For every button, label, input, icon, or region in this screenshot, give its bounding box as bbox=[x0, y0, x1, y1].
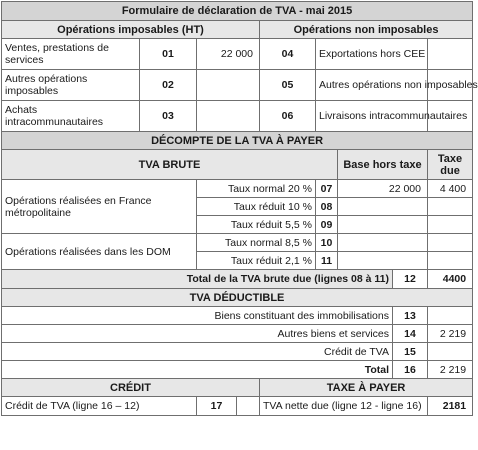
credit-value bbox=[237, 397, 260, 416]
value-01: 22 000 bbox=[197, 39, 260, 70]
taxable-operations-header: Opérations imposables (HT) bbox=[2, 21, 260, 39]
code-04: 04 bbox=[260, 39, 316, 70]
tva-nette-value: 2181 bbox=[428, 397, 473, 416]
tva-nette-label: TVA nette due (ligne 12 - ligne 16) bbox=[260, 397, 428, 416]
rate-label-07: Taux normal 20 % bbox=[197, 180, 316, 198]
deductible-label-14: Autres biens et services bbox=[2, 325, 393, 343]
code-11: 11 bbox=[316, 252, 338, 270]
code-17: 17 bbox=[197, 397, 237, 416]
rate-label-09: Taux réduit 5,5 % bbox=[197, 216, 316, 234]
rate-label-10: Taux normal 8,5 % bbox=[197, 234, 316, 252]
nontaxable-label-05: Autres opérations non imposables bbox=[316, 70, 428, 101]
code-15: 15 bbox=[393, 343, 428, 361]
code-02: 02 bbox=[140, 70, 197, 101]
value-15 bbox=[428, 343, 473, 361]
tax-11 bbox=[428, 252, 473, 270]
total-brute-label: Total de la TVA brute due (lignes 08 à 11) bbox=[2, 270, 393, 289]
base-07: 22 000 bbox=[338, 180, 428, 198]
code-12: 12 bbox=[393, 270, 428, 289]
credit-label: Crédit de TVA (ligne 16 – 12) bbox=[2, 397, 197, 416]
value-04 bbox=[428, 39, 473, 70]
nontaxable-operations-header: Opérations non imposables bbox=[260, 21, 473, 39]
decompte-title: DÉCOMPTE DE LA TVA À PAYER bbox=[2, 132, 473, 150]
code-06: 06 bbox=[260, 101, 316, 132]
nontaxable-label-04: Exportations hors CEE bbox=[316, 39, 428, 70]
taxe-due-header: Taxe due bbox=[428, 150, 473, 180]
deductible-total-label: Total bbox=[2, 361, 393, 379]
taxable-label-02: Autres opérations imposables bbox=[2, 70, 140, 101]
taxable-label-01: Ventes, prestations de services bbox=[2, 39, 140, 70]
tva-brute-header: TVA BRUTE bbox=[2, 150, 338, 180]
code-05: 05 bbox=[260, 70, 316, 101]
value-13 bbox=[428, 307, 473, 325]
code-08: 08 bbox=[316, 198, 338, 216]
code-14: 14 bbox=[393, 325, 428, 343]
taxe-a-payer-header: TAXE À PAYER bbox=[260, 379, 473, 397]
code-10: 10 bbox=[316, 234, 338, 252]
base-hors-taxe-header: Base hors taxe bbox=[338, 150, 428, 180]
value-16: 2 219 bbox=[428, 361, 473, 379]
form-title: Formulaire de déclaration de TVA - mai 2015 bbox=[2, 2, 473, 21]
base-08 bbox=[338, 198, 428, 216]
taxable-label-03: Achats intracommunautaires bbox=[2, 101, 140, 132]
rate-label-08: Taux réduit 10 % bbox=[197, 198, 316, 216]
tva-deductible-header: TVA DÉDUCTIBLE bbox=[2, 289, 473, 307]
code-03: 03 bbox=[140, 101, 197, 132]
code-09: 09 bbox=[316, 216, 338, 234]
tva-declaration-form bbox=[1, 1, 478, 416]
code-16: 16 bbox=[393, 361, 428, 379]
deductible-label-15: Crédit de TVA bbox=[2, 343, 393, 361]
tax-08 bbox=[428, 198, 473, 216]
value-03 bbox=[197, 101, 260, 132]
value-14: 2 219 bbox=[428, 325, 473, 343]
rate-label-11: Taux réduit 2,1 % bbox=[197, 252, 316, 270]
code-13: 13 bbox=[393, 307, 428, 325]
deductible-label-13: Biens constituant des immobilisations bbox=[2, 307, 393, 325]
tax-10 bbox=[428, 234, 473, 252]
total-brute-value: 4400 bbox=[428, 270, 473, 289]
base-09 bbox=[338, 216, 428, 234]
group-france-label: Opérations réalisées en France métropolitaine bbox=[2, 180, 197, 234]
group-dom-label: Opérations réalisées dans les DOM bbox=[2, 234, 197, 270]
tax-07: 4 400 bbox=[428, 180, 473, 198]
tax-09 bbox=[428, 216, 473, 234]
code-07: 07 bbox=[316, 180, 338, 198]
base-10 bbox=[338, 234, 428, 252]
value-02 bbox=[197, 70, 260, 101]
base-11 bbox=[338, 252, 428, 270]
nontaxable-label-06: Livraisons intracommunautaires bbox=[316, 101, 428, 132]
credit-header: CRÉDIT bbox=[2, 379, 260, 397]
code-01: 01 bbox=[140, 39, 197, 70]
